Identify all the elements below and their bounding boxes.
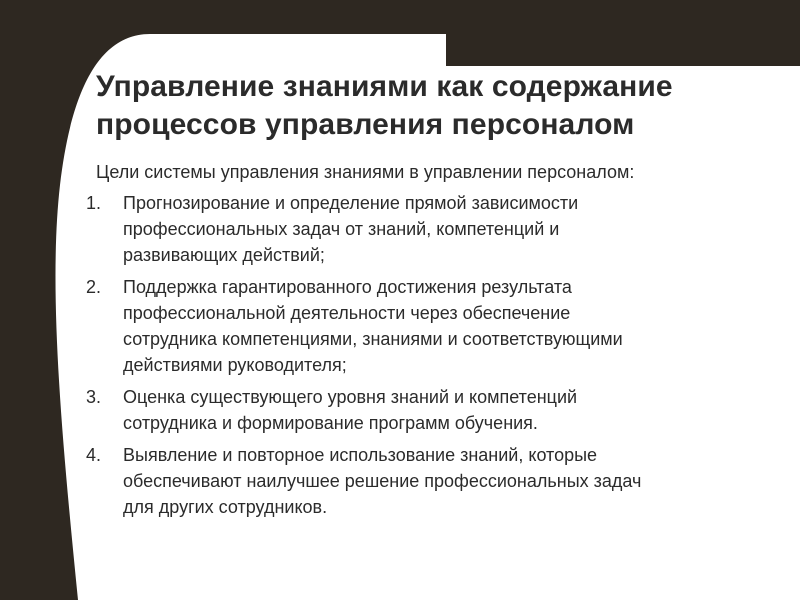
goal-item-2 xyxy=(86,274,766,378)
goal-item-4 xyxy=(86,442,766,520)
goal-text-line: профессиональных задач от знаний, компетенций и xyxy=(123,219,560,239)
goal-text-line: сотрудника и формирование программ обучения. xyxy=(123,413,538,433)
goal-text-line: Выявление и повторное использование знаний, которые xyxy=(123,445,598,465)
goal-text-line: сотрудника компетенциями, знаниями и соответствующими xyxy=(123,329,623,349)
slide-title-line-1: Управление знаниями как содержание xyxy=(96,70,673,103)
goal-text-line: Прогнозирование и определение прямой зависимости xyxy=(123,193,579,213)
goal-item-1 xyxy=(86,190,766,268)
goal-item-3 xyxy=(86,384,766,436)
goal-text-line: обеспечивают наилучшее решение профессиональных задач xyxy=(123,471,642,491)
goals-intro: Цели системы управления знаниями в управлении персоналом: xyxy=(96,162,635,182)
slide-title-line-2: процессов управления персоналом xyxy=(96,108,635,141)
goal-text-line: профессиональной деятельности через обеспечение xyxy=(123,303,571,323)
goal-number: 4. xyxy=(86,445,102,465)
goal-number: 2. xyxy=(86,277,102,297)
slide-title xyxy=(96,68,736,144)
goal-text-line: Поддержка гарантированного достижения результата xyxy=(123,277,572,297)
goal-number: 1. xyxy=(86,193,102,213)
goal-number: 3. xyxy=(86,387,102,407)
goal-text-line: для других сотрудников. xyxy=(123,497,328,517)
goal-text-line: Оценка существующего уровня знаний и компетенций xyxy=(123,387,578,407)
goal-text-line: действиями руководителя; xyxy=(123,355,347,375)
goal-text-line: развивающих действий; xyxy=(123,245,325,265)
goals-list xyxy=(86,190,766,526)
